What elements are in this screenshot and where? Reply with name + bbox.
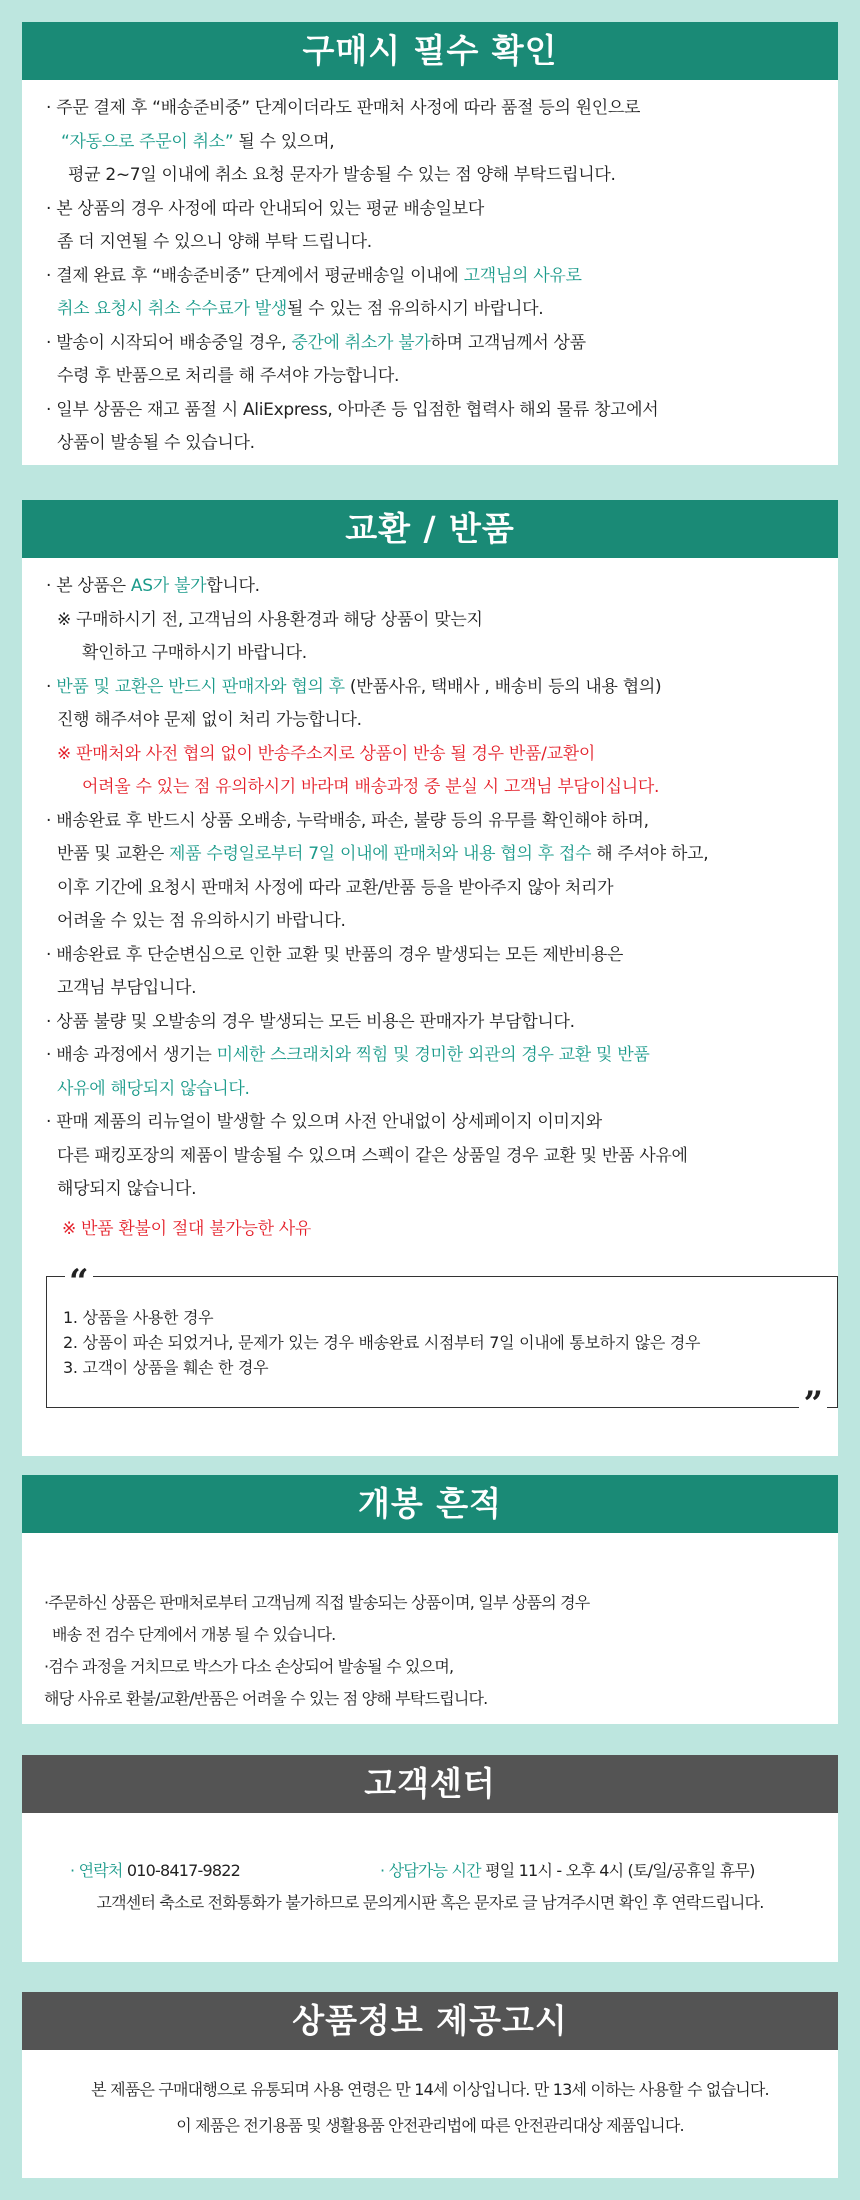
purchase-notice-section xyxy=(22,22,838,465)
product-info-section xyxy=(22,1992,838,2178)
product-info-line: 본 제품은 구매대행으로 유통되며 사용 연령은 만 14세 이상입니다. 만 13세 이하는 사용할 수 없습니다. xyxy=(91,2080,769,2099)
warning-line: ※ 판매처와 사전 협의 없이 반송주소지로 상품이 반송 될 경우 반품/교환이 xyxy=(57,743,595,764)
contact-label: · 연락처 xyxy=(70,1861,123,1880)
opening-trace-title: 개봉 흔적 xyxy=(22,1475,838,1533)
notice-text: 하며 고객님께서 상품 xyxy=(430,332,586,353)
policy-line: 이후 기간에 요청시 판매처 사정에 따라 교환/반품 등을 받아주지 않아 처리가 xyxy=(57,877,614,898)
policy-line: · 배송완료 후 단순변심으로 인한 교환 및 반품의 경우 발생되는 모든 제반비용은 xyxy=(46,944,624,965)
notice-line: 수령 후 반품으로 처리를 해 주셔야 가능합니다. xyxy=(57,366,400,386)
no-refund-item: 2. 상품이 파손 되었거나, 문제가 있는 경우 배송완료 시점부터 7일 이내에 통보하지 않은 경우 xyxy=(63,1333,701,1352)
exchange-return-title: 교환 / 반품 xyxy=(22,500,838,558)
phone-number: 010-8417-9822 xyxy=(122,1861,240,1880)
policy-line: · 판매 제품의 리뉴얼이 발생할 수 있으며 사전 안내없이 상세페이지 이미지와 xyxy=(46,1112,602,1132)
highlight-line: 사유에 해당되지 않습니다. xyxy=(57,1078,250,1099)
no-refund-item: 3. 고객이 상품을 훼손 한 경우 xyxy=(63,1358,269,1377)
policy-line xyxy=(46,838,838,872)
policy-text: · 배송 과정에서 생기는 xyxy=(46,1045,217,1065)
notice-line: 평균 2~7일 이내에 취소 요청 문자가 발송될 수 있는 점 양해 부탁드립니다. xyxy=(68,165,616,185)
warning-line: 어려울 수 있는 점 유의하시기 바라며 배송과정 중 분실 시 고객님 부담이십니다. xyxy=(82,777,660,797)
no-refund-item: 1. 상품을 사용한 경우 xyxy=(63,1308,214,1327)
product-info-title: 상품정보 제공고시 xyxy=(22,1992,838,2050)
no-refund-heading: ※ 반품 환불이 절대 불가능한 사유 xyxy=(62,1218,312,1239)
policy-line: · 배송완료 후 반드시 상품 오배송, 누락배송, 파손, 불량 등의 유무를 확인해야 하며, xyxy=(46,810,649,831)
policy-line: 해당되지 않습니다. xyxy=(57,1179,197,1199)
policy-line: 확인하고 구매하시기 바랍니다. xyxy=(82,643,307,663)
opening-trace-section xyxy=(22,1475,838,1724)
purchase-notice-title: 구매시 필수 확인 xyxy=(22,22,838,80)
notice-line: · 일부 상품은 재고 품절 시 AliExpress, 아마존 등 입점한 협력사 해외 물류 창고에서 xyxy=(46,399,659,420)
policy-line: 어려울 수 있는 점 유의하시기 바랍니다. xyxy=(57,911,346,931)
center-note: 고객센터 축소로 전화통화가 불가하므로 문의게시판 혹은 문자로 글 남겨주시면 확인 후 연락드립니다. xyxy=(96,1893,764,1912)
policy-line: 진행 해주셔야 문제 없이 처리 가능합니다. xyxy=(57,710,362,730)
highlight-text: AS가 불가 xyxy=(130,576,207,596)
notice-line: · 주문 결제 후 “배송준비중” 단계이더라도 판매처 사정에 따라 품절 등의 원인으로 xyxy=(46,98,641,118)
policy-line: 다른 패킹포장의 제품이 발송될 수 있으며 스펙이 같은 상품일 경우 교환 및 반품 사유에 xyxy=(57,1145,688,1166)
policy-text: · xyxy=(46,676,57,697)
hours-value: 평일 11시 - 오후 4시 (토/일/공휴일 휴무) xyxy=(480,1861,755,1880)
trace-line: 해당 사유로 환불/교환/반품은 어려울 수 있는 점 양해 부탁드립니다. xyxy=(44,1689,488,1708)
highlight-text: 제품 수령일로부터 7일 이내에 판매처와 내용 협의 후 접수 xyxy=(169,844,592,864)
customer-center-title: 고객센터 xyxy=(22,1755,838,1813)
customer-center-section xyxy=(22,1755,838,1962)
policy-text: (반품사유, 택배사 , 배송비 등의 내용 협의) xyxy=(344,676,662,697)
product-info-line: 이 제품은 전기용품 및 생활용품 안전관리법에 따른 안전관리대상 제품입니다. xyxy=(176,2116,684,2135)
trace-line: ·검수 과정을 거치므로 박스가 다소 손상되어 발송될 수 있으며, xyxy=(44,1657,454,1676)
highlight-text: “자동으로 주문이 취소” xyxy=(61,131,234,152)
notice-text: · 발송이 시작되어 배송중일 경우, xyxy=(46,332,292,353)
policy-text: · 본 상품은 xyxy=(46,576,131,596)
hours-info xyxy=(380,1855,755,1887)
notice-line xyxy=(46,126,838,160)
highlight-text: 고객님의 사유로 xyxy=(463,265,582,286)
no-refund-box xyxy=(46,1262,838,1424)
notice-line: 상품이 발송될 수 있습니다. xyxy=(57,433,255,453)
contact-row xyxy=(22,1855,838,1887)
notice-text: 될 수 있으며, xyxy=(233,131,335,152)
open-quote-icon: “ xyxy=(65,1265,93,1299)
notice-line xyxy=(46,260,838,294)
notice-text: 될 수 있는 점 유의하시기 바랍니다. xyxy=(287,299,544,319)
highlight-text: 취소 요청시 취소 수수료가 발생 xyxy=(57,299,288,319)
notice-line xyxy=(46,327,838,361)
policy-text: 합니다. xyxy=(206,576,260,596)
notice-line xyxy=(46,293,838,327)
policy-text: 해 주셔야 하고, xyxy=(591,844,709,864)
policy-line: ※ 구매하시기 전, 고객님의 사용환경과 해당 상품이 맞는지 xyxy=(57,609,483,630)
notice-line: · 본 상품의 경우 사정에 따라 안내되어 있는 평균 배송일보다 xyxy=(46,198,484,219)
policy-line: · 상품 불량 및 오발송의 경우 발생되는 모든 비용은 판매자가 부담합니다. xyxy=(46,1011,575,1032)
notice-text: · 결제 완료 후 “배송준비중” 단계에서 평균배송일 이내에 xyxy=(46,265,464,286)
trace-line: ·주문하신 상품은 판매처로부터 고객님께 직접 발송되는 상품이며, 일부 상품의 경우 xyxy=(44,1593,590,1612)
highlight-text: 중간에 취소가 불가 xyxy=(291,332,431,353)
policy-line xyxy=(46,570,838,604)
policy-line xyxy=(46,671,838,705)
contact-info xyxy=(70,1855,240,1887)
notice-line: 좀 더 지연될 수 있으니 양해 부탁 드립니다. xyxy=(57,232,372,252)
highlight-text: 반품 및 교환은 반드시 판매자와 협의 후 xyxy=(56,676,345,697)
close-quote-icon: ” xyxy=(799,1387,827,1421)
policy-text: 반품 및 교환은 xyxy=(57,844,170,864)
policy-line xyxy=(46,1039,838,1073)
exchange-return-section xyxy=(22,500,838,1456)
hours-label: · 상담가능 시간 xyxy=(380,1861,481,1880)
highlight-text: 미세한 스크래치와 찍힘 및 경미한 외관의 경우 교환 및 반품 xyxy=(216,1045,650,1065)
policy-line: 고객님 부담입니다. xyxy=(57,978,197,998)
trace-line: 배송 전 검수 단계에서 개봉 될 수 있습니다. xyxy=(52,1625,336,1644)
